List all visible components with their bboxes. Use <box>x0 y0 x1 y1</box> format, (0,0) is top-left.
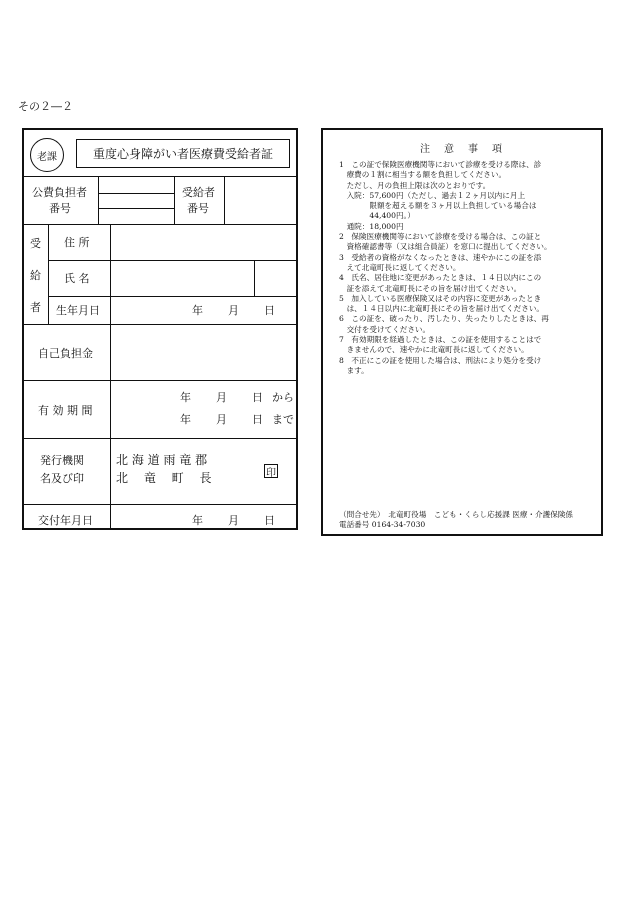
birthdate-label: 生年月日 <box>56 304 100 317</box>
notes-line: 資格確認書等（又は組合員証）を窓口に提出してください。 <box>339 242 552 252</box>
notes-line: 8 不正にこの証を使用した場合は、刑法により処分を受け <box>339 355 542 365</box>
to-month-label: 月 <box>216 413 227 426</box>
name-label: 氏 名 <box>64 272 90 285</box>
notes-line: 入院：57,600円（ただし、過去１２ヶ月以内に月上 <box>339 190 526 200</box>
phone-line: 電話番号 0164-34-7030 <box>339 520 426 529</box>
recipient-number-label-2: 番号 <box>187 202 209 215</box>
recipient-number-label: 受給者 <box>182 186 215 199</box>
notes-line: えて北竜町長に返してください。 <box>339 262 461 272</box>
divider <box>24 380 296 381</box>
month-label: 月 <box>228 304 239 317</box>
issue-date-label: 交付年月日 <box>38 514 93 527</box>
to-label: まで <box>272 413 294 426</box>
notes-line: 通院：18,000円 <box>339 221 404 231</box>
notes-line: 限額を超える額を３ヶ月以上負担している場合は <box>339 201 537 211</box>
issuer-name-line-1: 北 海 道 雨 竜 郡 <box>116 453 208 467</box>
divider <box>24 176 296 177</box>
notes-line: きませんので、速やかに北竜町長に返してください。 <box>339 345 529 355</box>
to-day-label: 日 <box>252 413 263 426</box>
validity-label: 有 効 期 間 <box>38 404 93 417</box>
notes-title: 注 意 事 項 <box>420 144 504 155</box>
divider <box>24 324 296 325</box>
contact-line: （問合せ先） 北竜町役場 こども・くらし応援課 医療・介護保険係 <box>339 510 574 519</box>
notes-card <box>321 128 603 536</box>
from-label: から <box>272 391 294 404</box>
notes-line: 療費の１割に相当する額を負担してください。 <box>339 170 507 180</box>
payer-number-label: 公費負担者 <box>32 186 87 199</box>
divider <box>24 438 296 439</box>
from-day-label: 日 <box>252 391 263 404</box>
issuer-label: 発行機関 <box>40 454 84 467</box>
divider <box>224 176 225 224</box>
notes-line: ます。 <box>339 365 369 375</box>
contact-info <box>339 510 573 530</box>
payer-number-label-2: 番号 <box>49 202 71 215</box>
notes-line: 6 この証を、破ったり、汚したり、失ったりしたときは、再 <box>339 314 549 324</box>
from-year-label: 年 <box>180 391 191 404</box>
seal-mark: 印 <box>264 464 278 478</box>
document-number-label: その２―２ <box>18 100 73 113</box>
notes-line: 7 有効期限を経過したときは、この証を使用することはで <box>339 335 542 345</box>
from-month-label: 月 <box>216 391 227 404</box>
divider <box>24 504 296 505</box>
divider <box>98 193 174 194</box>
divider <box>254 260 255 296</box>
notes-line: 証を添えて北竜町長にその旨を届け出てください。 <box>339 283 522 293</box>
notes-list <box>339 160 595 376</box>
side-label-char: 受 <box>30 237 41 250</box>
issue-day-label: 日 <box>264 514 275 527</box>
notes-line: ただし、月の負担上限は次のとおりです。 <box>339 180 491 190</box>
issue-month-label: 月 <box>228 514 239 527</box>
notes-line: 交付を受けてください。 <box>339 324 431 334</box>
divider <box>98 176 99 224</box>
divider <box>48 260 296 261</box>
divider <box>98 208 174 209</box>
address-label: 住 所 <box>64 236 90 249</box>
notes-line: 5 加入している医療保険又はその内容に変更があったとき <box>339 293 542 303</box>
notes-line: 2 保険医療機関等において診療を受ける場合は、この証と <box>339 232 542 242</box>
notes-line: 44,400円。） <box>339 211 415 221</box>
divider <box>174 176 175 224</box>
side-label-char: 者 <box>30 301 41 314</box>
issue-year-label: 年 <box>192 514 203 527</box>
issuer-name-line-2: 北 竜 町 長 <box>116 471 212 485</box>
notes-line: は、１４日以内に北竜町長にその旨を届け出てください。 <box>339 304 545 314</box>
notes-line: 1 この証で保険医療機関等において診療を受ける際は、診 <box>339 160 542 169</box>
divider <box>48 296 296 297</box>
recipient-card <box>22 128 298 530</box>
divider <box>24 224 296 225</box>
notes-line: 4 氏名、居住地に変更があったときは、１４日以内にこの <box>339 273 542 283</box>
divider <box>48 224 49 324</box>
card-title: 重度心身障がい者医療費受給者証 <box>76 139 290 168</box>
day-label: 日 <box>264 304 275 317</box>
issuer-label-2: 名及び印 <box>40 472 84 485</box>
divider <box>110 224 111 528</box>
department-badge: 老課 <box>30 138 64 172</box>
to-year-label: 年 <box>180 413 191 426</box>
copay-label: 自己負担金 <box>38 347 93 360</box>
notes-line: 3 受給者の資格がなくなったときは、速やかにこの証を添 <box>339 252 542 262</box>
side-label-char: 給 <box>30 269 41 282</box>
year-label: 年 <box>192 304 203 317</box>
